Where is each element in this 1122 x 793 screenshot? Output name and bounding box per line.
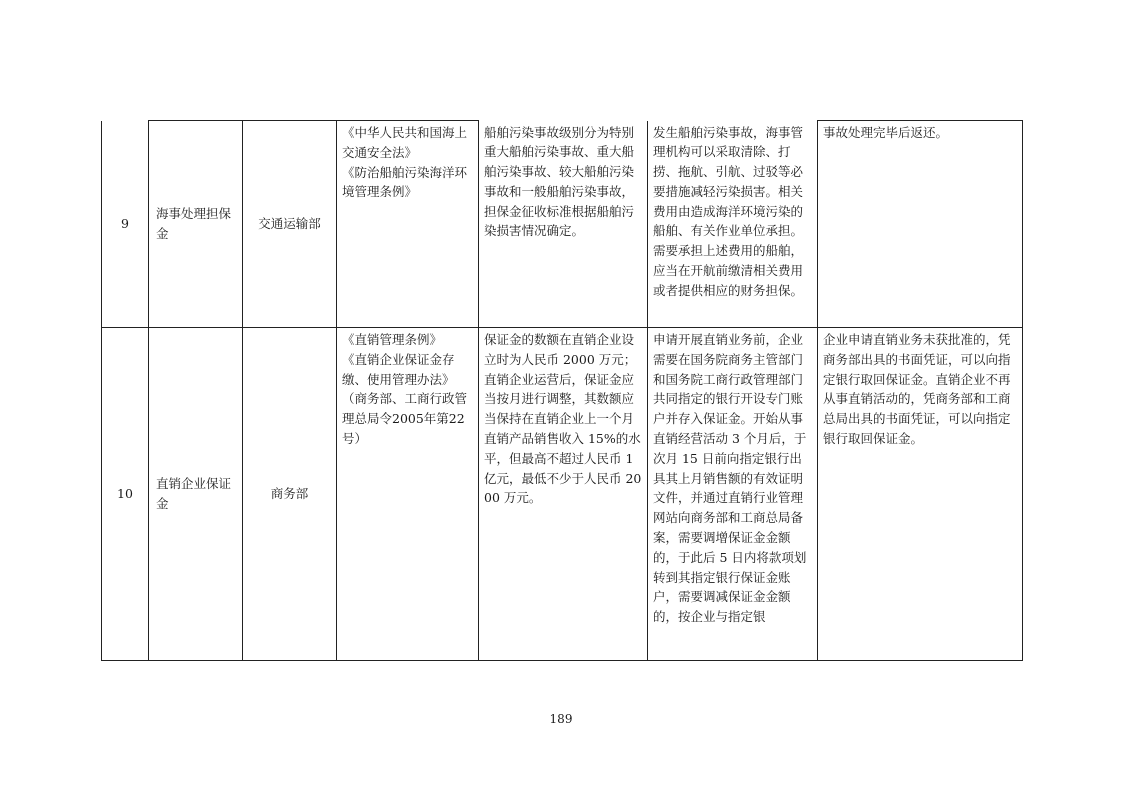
law-item: 《中华人民共和国海上交通安全法》	[342, 125, 468, 160]
table-row	[102, 328, 1023, 661]
refund-condition: 事故处理完毕后返还。	[818, 121, 1023, 328]
law-item: 《直销管理条例》	[342, 332, 443, 347]
refund-condition: 企业申请直销业务未获批准的，凭商务部出具的书面凭证，可以向指定银行取回保证金。直销企业不再从事直销活动的，凭商务部和工商总局出具的书面凭证，可以向指定银行取回保证金。	[818, 328, 1023, 661]
collection-standard: 船舶污染事故级别分为特别重大船舶污染事故、重大船舶污染事故、较大船舶污染事故和一般船舶污染事故，担保金征收标准根据船舶污染损害情况确定。	[479, 121, 648, 328]
collection-procedure: 发生船舶污染事故，海事管理机构可以采取清除、打捞、拖航、引航、过驳等必要措施减轻污染损害。相关费用由造成海洋环境污染的船舶、有关作业单位承担。需要承担上述费用的船舶，应当在开航前缴清相关费用或者提供相应的财务担保。	[648, 121, 818, 328]
law-item: 《直销企业保证金存缴、使用管理办法》（商务部、工商行政管理总局令2005年第22号）	[342, 351, 468, 446]
department: 交通运输部	[243, 121, 337, 328]
row-number: 10	[102, 328, 149, 661]
department: 商务部	[243, 328, 337, 661]
deposit-name: 海事处理担保金	[149, 121, 243, 328]
law-item: 《防治船舶污染海洋环境管理条例》	[342, 164, 468, 200]
row-number: 9	[102, 121, 149, 328]
legal-basis	[337, 328, 479, 661]
page-number: 189	[549, 712, 573, 726]
legal-basis	[337, 121, 479, 328]
table-row	[102, 121, 1023, 328]
deposit-table	[101, 120, 1023, 661]
collection-procedure: 申请开展直销业务前，企业需要在国务院商务主管部门和国务院工商行政管理部门共同指定的银行开设专门账户并存入保证金。开始从事直销经营活动 3 个月后，于次月 15 日前向指定银行出具其上月销售额的有效证明文件，并通过直销行业管理网站向商务部和工商总局备案，需要调增保证金金额的，于此后 5 日内将款项划转到其指定银行保证金账户，需要调减保证金金额的，按企业与指定银	[648, 328, 818, 661]
collection-standard: 保证金的数额在直销企业设立时为人民币 2000 万元；直销企业运营后，保证金应当按月进行调整，其数额应当保持在直销企业上一个月直销产品销售收入 15%的水平，但最高不超过人民币 1 亿元，最低不少于人民币 2000 万元。	[479, 328, 648, 661]
deposit-name: 直销企业保证金	[149, 328, 243, 661]
